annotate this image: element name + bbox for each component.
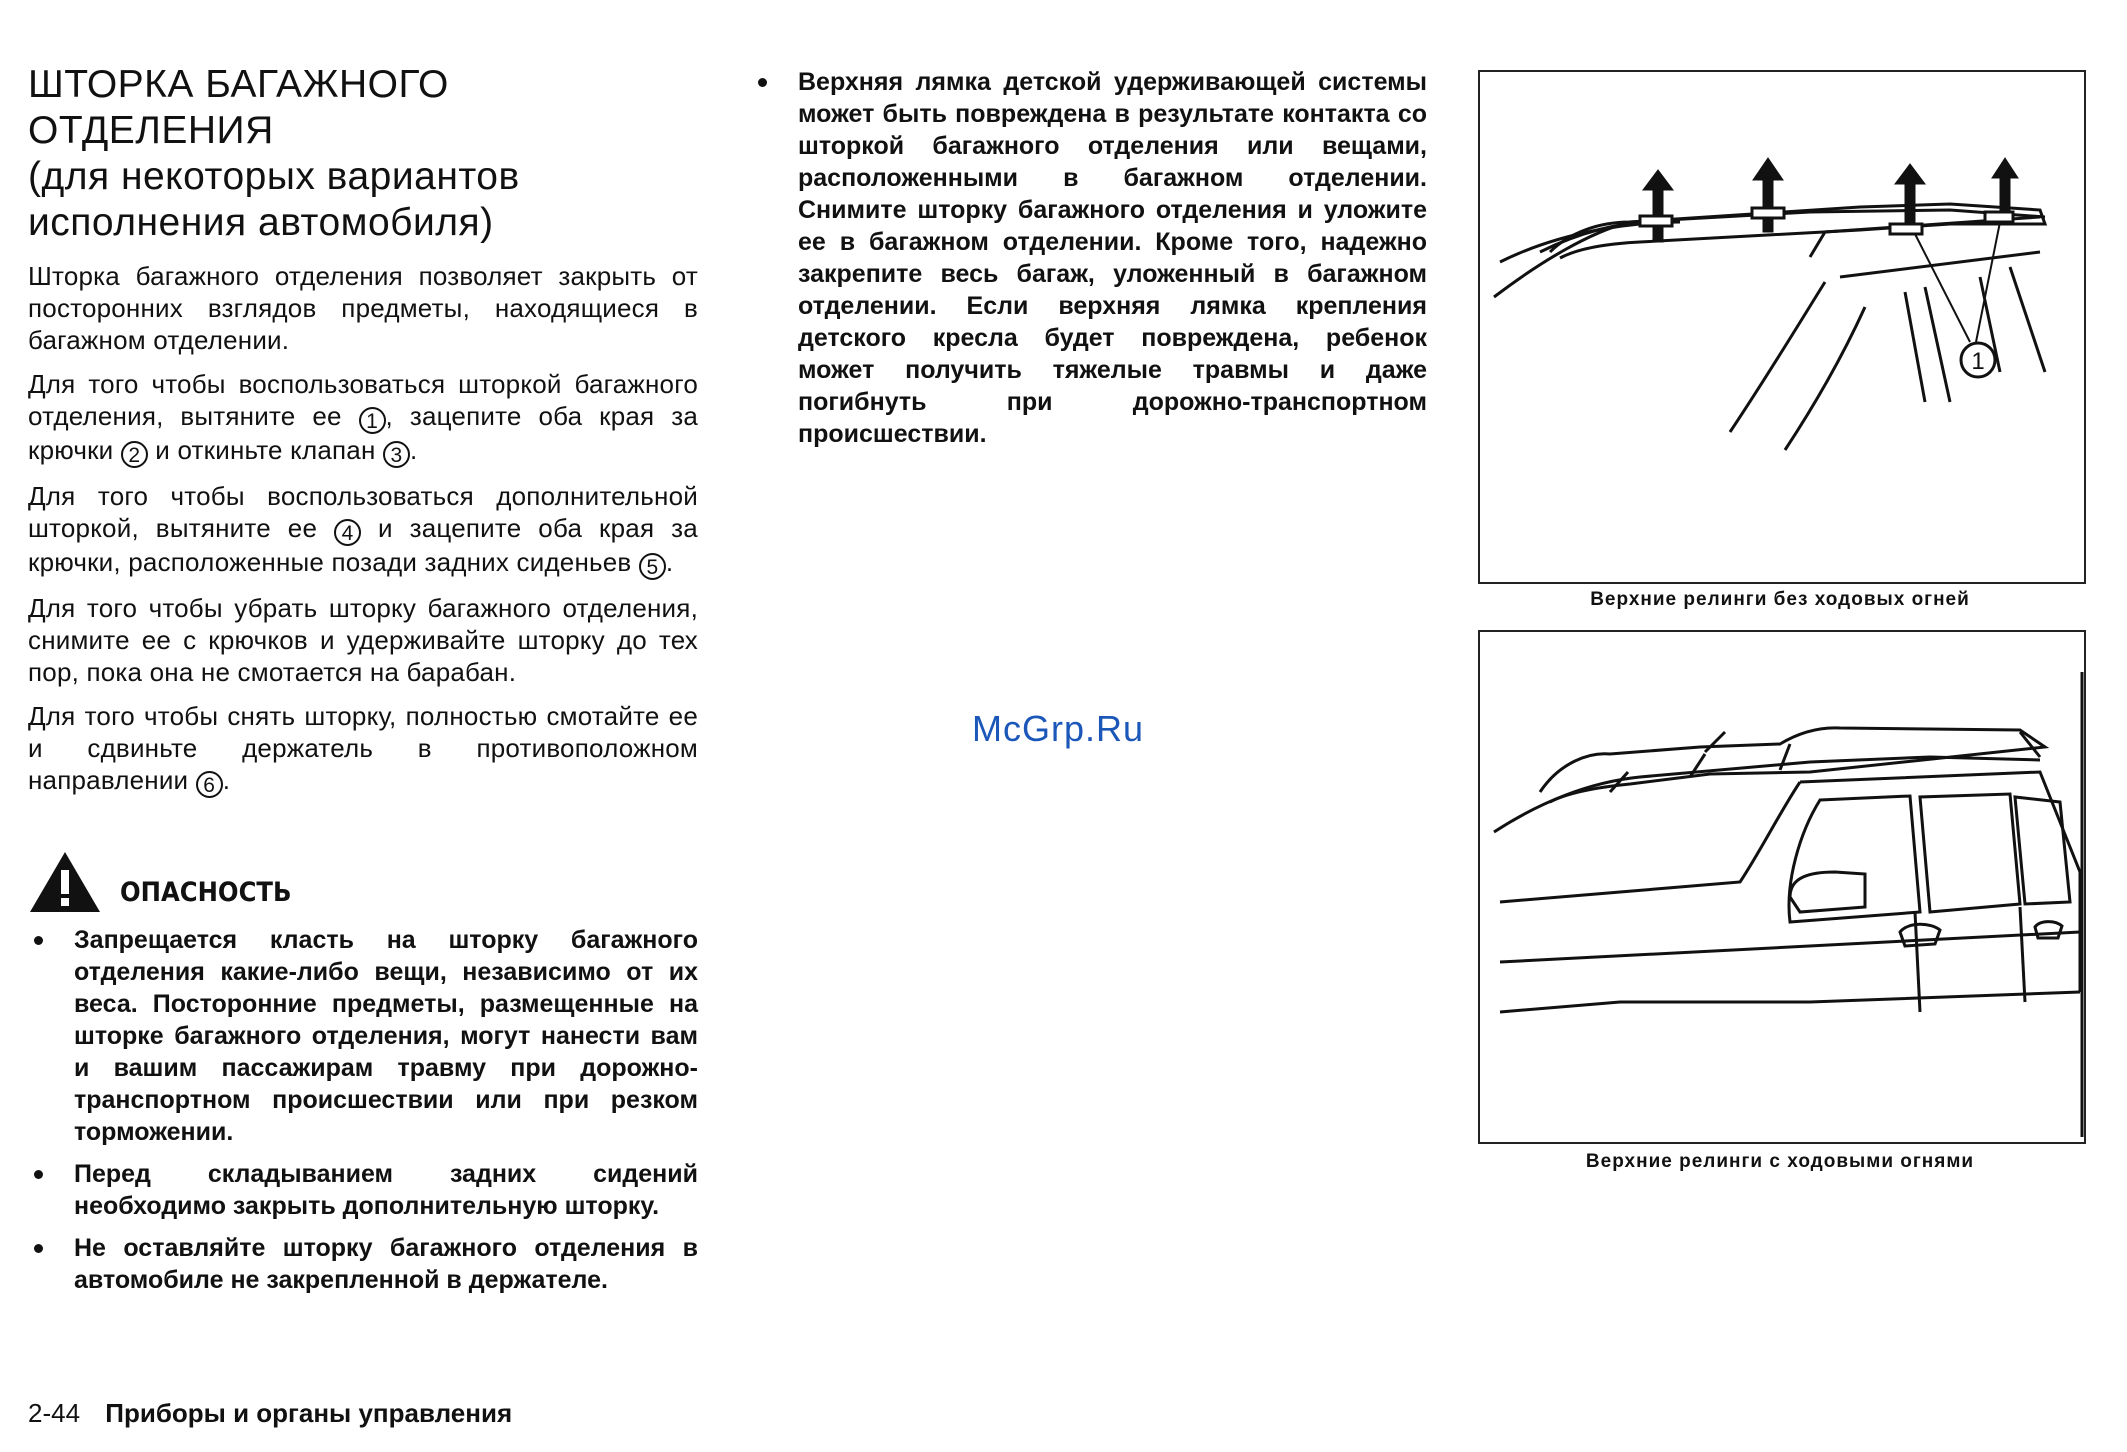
figure-roof-rails-no-lights [1478,70,2086,584]
paragraph-intro: Шторка багажного отделения позволяет закрыть от посторонних взглядов предметы, находящиеся в багажном отделении. [28,261,698,355]
list-item: Запрещается класть на шторку багажного отделения какие-либо вещи, независимо от их веса. Посторонние предметы, размещенные на шторке багажного отделения, могут нанести вам и вашим пассажирам травму при дорожно-транспортном происшествии или при резком торможении. [28,924,698,1148]
roof-rails-illustration [1480,72,2084,582]
list-item: Перед складыванием задних сидений необходимо закрыть дополнительную шторку. [28,1158,698,1222]
section-title [28,62,698,246]
paragraph-retract: Для того чтобы убрать шторку багажного отделения, снимите ее с крючков и удерживайте шторку до тех пор, пока она не смотается на барабан. [28,593,698,687]
page-footer [28,1398,512,1429]
watermark: McGrp.Ru [972,708,1145,749]
list-item: Верхняя лямка детской удерживающей системы может быть повреждена в результате контакта со шторкой багажного отделения или вещами, расположенными в багажном отделении. Снимите шторку багажного отделения и уложите ее в багажном отделении. Кроме того, надежно закрепите весь багаж, уложенный в багажном отделении. Если верхняя лямка крепления детского кресла будет повреждена, ребенок может получить тяжелые травмы и даже погибнуть при дорожно-транспортном происшествии. [752,66,1427,450]
figure-roof-rails-with-lights [1478,630,2086,1144]
paragraph-additional: Для того чтобы воспользоваться дополнительной шторкой, вытяните ее 4 и зацепите оба края за крючки, расположенные позади задних сиденьев 5 . [28,481,698,579]
marker-6: 6 [196,771,223,798]
paragraph-usage: Для того чтобы воспользоваться шторкой багажного отделения, вытяните ее 1 , зацепите оба края за крючки 2 и откиньте клапан 3 . [28,369,698,467]
suv-side-illustration [1480,632,2084,1142]
middle-column [752,66,1427,460]
callout-number: 1 [1971,348,1985,375]
marker-4: 4 [334,519,361,546]
bullet-icon [34,1170,43,1179]
bullet-icon [34,1244,43,1253]
left-column [28,62,698,1306]
page-number: 2-44 [28,1398,81,1428]
bullet-icon [34,936,43,945]
bullet-icon [758,78,767,87]
figure-caption-1: Верхние релинги без ходовых огней [1590,589,1970,610]
title-line-1: ШТОРКА БАГАЖНОГО ОТДЕЛЕНИЯ [28,63,449,152]
title-line-3: исполнения автомобиля) [28,201,494,244]
paragraph-remove: Для того чтобы снять шторку, полностью смотайте ее и сдвиньте держатель в противоположном направлении 6 . [28,701,698,797]
marker-1: 1 [359,407,386,434]
warning-list [752,66,1427,450]
figure-caption-2: Верхние релинги с ходовыми огнями [1585,1151,1975,1172]
danger-label: ОПАСНОСТЬ [120,876,292,908]
marker-2: 2 [121,441,148,468]
section-name: Приборы и органы управления [105,1398,513,1428]
danger-list [28,924,698,1296]
title-line-2: (для некоторых вариантов [28,155,520,198]
list-item: Не оставляйте шторку багажного отделения в автомобиле не закрепленной в держателе. [28,1232,698,1296]
danger-header [28,850,698,914]
marker-5: 5 [639,553,666,580]
warning-triangle-icon [28,850,102,914]
marker-3: 3 [383,441,410,468]
